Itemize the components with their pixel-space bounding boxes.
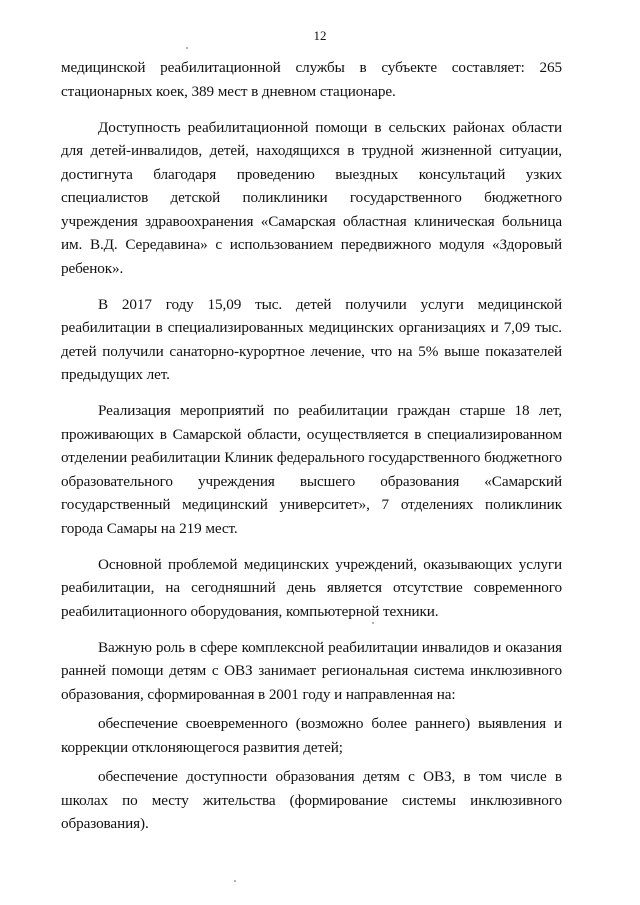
- paragraph-main-problem: Основной проблемой медицинских учреждений, оказывающих услуги реабилитации, на сегодняшний день является отсутствие современного реабилитационного оборудования, компьютерной техники.: [61, 555, 562, 620]
- paragraph-rural-access: Доступность реабилитационной помощи в сельских районах области для детей-инвалидов, детей, находящихся в трудной жизненной ситуации, достигнута благодаря проведению выездных консультаций узких специалистов детской поликлиники государственного бюджетного учреждения здравоохранения «Самарская областная клиническая больница им. В.Д. Середавина» с использованием передвижного модуля «Здоровый ребенок».: [61, 118, 562, 277]
- page-number: 12: [313, 28, 327, 43]
- paragraph-adult-rehabilitation: Реализация мероприятий по реабилитации граждан старше 18 лет, проживающих в Самарской области, осуществляется в специализированном отделении реабилитации Клиник федерального государственного бюджетного образовательного учреждения высшего образования «Самарский государственный медицинский университет», 7 отделениях поликлиник города Самары на 219 мест.: [61, 402, 562, 537]
- list-item-education-access: обеспечение доступности образования детям с ОВЗ, в том числе в школах по месту жительства (формирование системы инклюзивного образования).: [61, 768, 562, 832]
- scan-speck: [372, 622, 374, 624]
- paragraph-2017-statistics: В 2017 году 15,09 тыс. детей получили услуги медицинской реабилитации в специализированных медицинских организациях и 7,09 тыс. детей получили санаторно-курортное лечение, что на 5% выше показателей предыдущих лет.: [61, 295, 562, 383]
- scan-speck: [186, 47, 188, 49]
- scan-speck: [234, 880, 236, 882]
- list-item-early-detection: обеспечение своевременного (возможно более раннего) выявления и коррекции отклоняющегося развития детей;: [61, 715, 562, 756]
- paragraph-continuation: медицинской реабилитационной службы в субъекте составляет: 265 стационарных коек, 389 мест в дневном стационаре.: [61, 59, 562, 100]
- paragraph-inclusive-education: Важную роль в сфере комплексной реабилитации инвалидов и оказания ранней помощи детям с ОВЗ занимает региональная система инклюзивного образования, сформированная в 2001 году и направленная на:: [61, 638, 562, 703]
- document-body: [61, 56, 562, 842]
